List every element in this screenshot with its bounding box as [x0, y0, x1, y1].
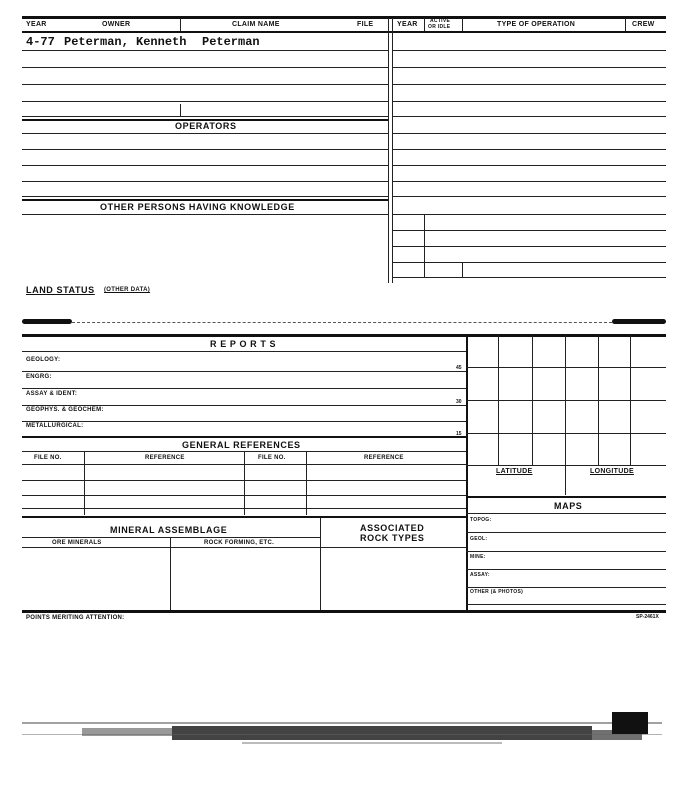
scan-noise: [22, 712, 662, 752]
header-year-2: YEAR: [397, 21, 418, 28]
report-row-label: GEOLOGY:: [26, 357, 61, 363]
latitude-label: LATITUDE: [496, 468, 533, 475]
points-meriting-attention: POINTS MERITING ATTENTION:: [26, 615, 125, 621]
report-row-label: GEOPHYS. & GEOCHEM:: [26, 407, 104, 413]
report-row-number: 15: [456, 431, 462, 437]
ref-header-file-no-2: FILE NO.: [258, 455, 286, 461]
header-year: YEAR: [26, 21, 47, 28]
section-land-status: LAND STATUS: [26, 285, 95, 295]
ref-header-reference-2: REFERENCE: [364, 455, 404, 461]
section-maps: MAPS: [554, 501, 583, 511]
maps-row-label: OTHER (& PHOTOS): [470, 589, 524, 595]
maps-row-label: MINE:: [470, 554, 486, 560]
header-owner: OWNER: [102, 21, 131, 28]
ref-header-file-no-1: FILE NO.: [34, 455, 62, 461]
header-active-idle-1: ACTIVE: [430, 18, 451, 24]
section-general-references: GENERAL REFERENCES: [182, 440, 301, 450]
section-operators: OPERATORS: [175, 121, 237, 131]
report-row-label: ENGRG:: [26, 374, 52, 380]
section-reports: R E P O R T S: [210, 339, 277, 349]
claim-entry-claim-name: Peterman: [202, 35, 260, 49]
section-associated-1: ASSOCIATED: [360, 523, 425, 533]
header-crew: CREW: [632, 21, 655, 28]
header-active-idle-2: OR IDLE: [428, 24, 451, 30]
header-type-of-operation: TYPE OF OPERATION: [497, 21, 576, 28]
header-claim-name: CLAIM NAME: [232, 21, 280, 28]
report-row-number: 45: [456, 365, 462, 371]
ref-header-reference-1: REFERENCE: [145, 455, 185, 461]
land-status-note: (OTHER DATA): [104, 287, 151, 293]
maps-row-label: TOPOG:: [470, 517, 492, 523]
ore-minerals-header: ORE MINERALS: [52, 540, 102, 546]
header-file: FILE: [357, 21, 374, 28]
claim-entry-year: 4-77: [26, 35, 55, 49]
section-other-persons: OTHER PERSONS HAVING KNOWLEDGE: [100, 202, 295, 212]
report-row-label: METALLURGICAL:: [26, 423, 84, 429]
claim-entry-owner: Peterman, Kenneth: [64, 35, 187, 49]
maps-row-label: GEOL:: [470, 536, 488, 542]
section-associated-2: ROCK TYPES: [360, 533, 425, 543]
form-number: SP-2461X: [636, 614, 659, 620]
section-mineral-assemblage: MINERAL ASSEMBLAGE: [110, 525, 228, 535]
rock-forming-header: ROCK FORMING, ETC.: [204, 540, 275, 546]
report-row-number: 30: [456, 399, 462, 405]
report-row-label: ASSAY & IDENT:: [26, 391, 78, 397]
longitude-label: LONGITUDE: [590, 468, 634, 475]
maps-row-label: ASSAY:: [470, 572, 490, 578]
